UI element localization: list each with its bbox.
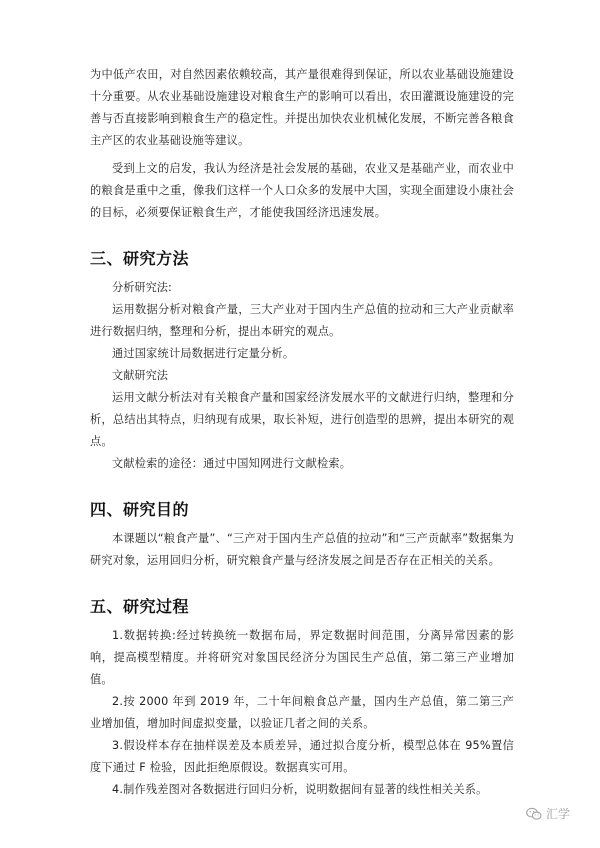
wechat-icon <box>526 807 542 821</box>
method-paragraph-1: 运用数据分析对粮食产量，三大产业对于国内生产总值的拉动和三大产业贡献率进行数据归纳，整理和分析，提出本研究的观点。 <box>90 303 514 338</box>
watermark-label: 汇学 <box>545 807 570 821</box>
section-title-purpose: 四、研究目的 <box>90 500 190 519</box>
watermark <box>526 805 570 822</box>
process-item-4: 4.制作残差图对各数据进行回归分析，说明数据间有显著的线性相关关系。 <box>112 783 488 796</box>
intro-paragraph-2: 受到上文的启发，我认为经济是社会发展的基础，农业又是基础产业，而农业中的粮食是重中之重，像我们这样一个人口众多的发展中大国，实现全面建设小康社会的目标，必须要保证粮食生产，才能使我国经济迅速发展。 <box>90 162 514 219</box>
process-item-3: 3.假设样本存在抽样误差及本质差异，通过拟合度分析，模型总体在 95%置信度下通过 F 检验，因此拒绝原假设。数据真实可用。 <box>90 739 514 774</box>
section-title-process: 五、研究过程 <box>90 597 190 616</box>
intro-paragraph-1: 为中低产农田，对自然因素依赖较高，其产量很难得到保证，所以农业基础设施建设十分重要。从农业基础设施建设对粮食生产的影响可以看出，农田灌溉设施建设的完善与否直接影响到粮食生产的稳定性。并提出加快农业机械化发展，不断完善各粮食主产区的农业基础设施等建议。 <box>90 68 514 147</box>
method-paragraph-4: 文献检索的途径：通过中国知网进行文献检索。 <box>112 457 352 470</box>
section-title-methods: 三、研究方法 <box>90 249 190 268</box>
process-item-1: 1.数据转换:经过转换统一数据布局，界定数据时间范围，分离异常因素的影响，提高模型精度。并将研究对象国民经济分为国民生产总值，第二第三产业增加值。 <box>90 629 514 686</box>
method-paragraph-3: 运用文献分析法对有关粮食产量和国家经济发展水平的文献进行归纳，整理和分析，总结出其特点，归纳现有成果，取长补短，进行创造型的思辨，提出本研究的观点。 <box>90 391 514 448</box>
method-paragraph-2: 通过国家统计局数据进行定量分析。 <box>112 347 295 360</box>
purpose-paragraph: 本课题以“粮食产量”、“三产对于国内生产总值的拉动”和“三产贡献率”数据集为研究对象，运用回归分析，研究粮食产量与经济发展之间是否存在正相关的关系。 <box>90 532 514 567</box>
method-heading-analysis: 分析研究法: <box>112 281 172 294</box>
method-heading-literature: 文献研究法 <box>112 369 168 382</box>
process-item-2: 2.按 2000 年到 2019 年，二十年间粮食总产量，国内生产总值，第二第三产业增加值，增加时间虚拟变量，以验证几者之间的关系。 <box>90 695 514 730</box>
document-page <box>90 64 514 801</box>
